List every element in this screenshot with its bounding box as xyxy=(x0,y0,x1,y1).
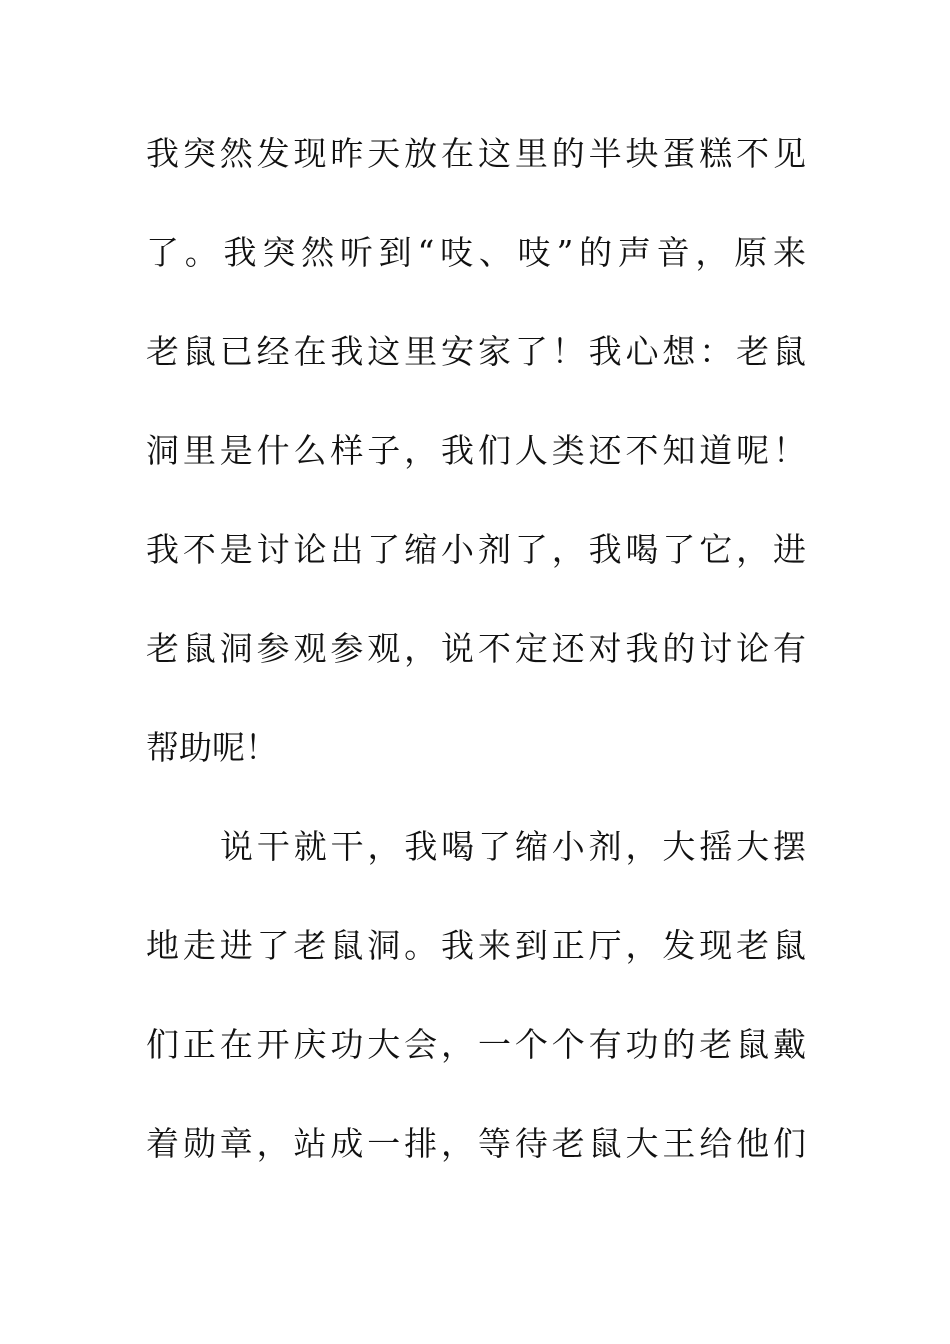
text-line-4: 洞里是什么样子，我们人类还不知道呢！ xyxy=(146,431,806,470)
text-line-2: 了。我突然听到“吱、吱”的声音，原来 xyxy=(146,233,806,272)
text-line-6: 老鼠洞参观参观，说不定还对我的讨论有 xyxy=(146,629,806,668)
text-line-9: 地走进了老鼠洞。我来到正厅，发现老鼠 xyxy=(146,926,806,965)
text-line-7: 帮助呢！ xyxy=(146,728,278,767)
text-line-10: 们正在开庆功大会，一个个有功的老鼠戴 xyxy=(146,1025,806,1064)
text-line-1: 我突然发现昨天放在这里的半块蛋糕不见 xyxy=(146,134,806,173)
text-line-11: 着勋章，站成一排，等待老鼠大王给他们 xyxy=(146,1124,806,1163)
text-line-8: 说干就干，我喝了缩小剂，大摇大摆 xyxy=(220,827,806,866)
body-text xyxy=(146,126,806,1215)
text-line-5: 我不是讨论出了缩小剂了，我喝了它，进 xyxy=(146,530,806,569)
text-line-3: 老鼠已经在我这里安家了！我心想：老鼠 xyxy=(146,332,806,371)
